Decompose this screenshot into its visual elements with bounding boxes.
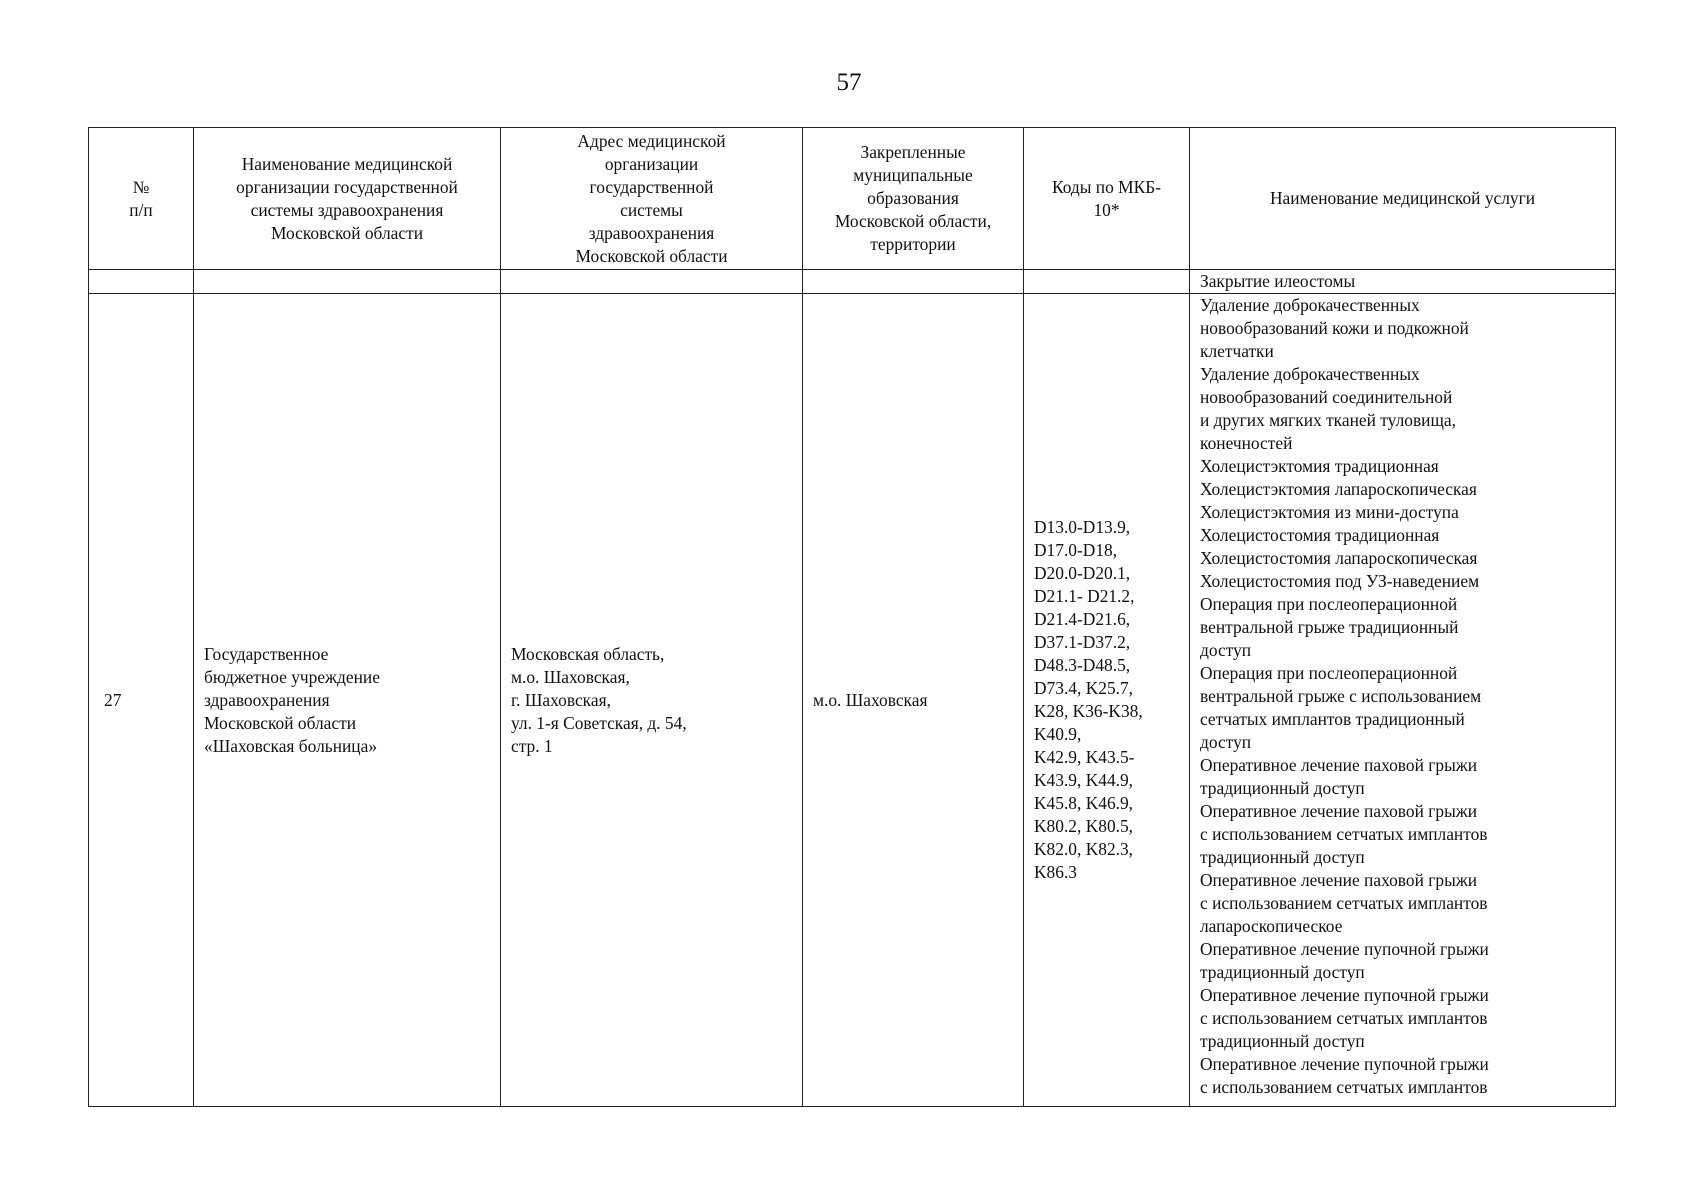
text-line: новообразований соединительной xyxy=(1200,387,1453,407)
text-line: Коды по МКБ- xyxy=(1052,176,1161,197)
text-line: 10* xyxy=(1093,199,1120,220)
text-line: традиционный доступ xyxy=(1200,962,1365,982)
text-line: Московская область, xyxy=(511,643,665,664)
text-line: с использованием сетчатых имплантов xyxy=(1200,1008,1488,1028)
text-line: Холецистостомия лапароскопическая xyxy=(1200,548,1478,568)
table-row xyxy=(89,294,1616,1107)
text-line: системы xyxy=(620,199,683,220)
text-line: вентральной грыже традиционный xyxy=(1200,617,1459,637)
table-header-row xyxy=(89,128,1616,270)
cell-icd-codes xyxy=(1024,294,1190,1107)
text-line: Московской области, xyxy=(834,211,992,231)
header-codes xyxy=(1024,128,1190,270)
text-line: K28, K36-K38, xyxy=(1034,701,1143,721)
header-org-name xyxy=(194,128,501,270)
text-line: Удаление доброкачественных xyxy=(1200,295,1420,315)
text-line: стр. 1 xyxy=(511,735,553,756)
text-line: K40.9, xyxy=(1034,724,1082,744)
text-line: территории xyxy=(870,234,956,254)
text-line: Операция при послеоперационной xyxy=(1200,663,1458,683)
text-line: Государственное xyxy=(204,643,329,664)
text-line: D17.0-D18, xyxy=(1034,540,1118,560)
text-line: здравоохранения xyxy=(204,689,330,710)
header-municipalities xyxy=(803,128,1024,270)
cell-empty xyxy=(194,270,501,294)
text-line: Удаление доброкачественных xyxy=(1200,364,1420,384)
text-line: здравоохранения xyxy=(588,222,715,243)
cell-empty xyxy=(501,270,803,294)
text-line: Оперативное лечение паховой грыжи xyxy=(1200,870,1478,890)
text-line: с использованием сетчатых имплантов xyxy=(1200,824,1488,844)
text-line: D21.1- D21.2, xyxy=(1034,586,1135,606)
text-line: D21.4-D21.6, xyxy=(1034,609,1131,629)
text-line: лапароскопическое xyxy=(1200,916,1343,936)
text-line: конечностей xyxy=(1200,433,1293,453)
cell-empty xyxy=(803,270,1024,294)
text-line: Холецистэктомия традиционная xyxy=(1200,456,1439,476)
text-line: Операция при послеоперационной xyxy=(1200,594,1458,614)
text-line: Оперативное лечение пупочной грыжи xyxy=(1200,939,1489,959)
text-line: Холецистостомия под УЗ-наведением xyxy=(1200,571,1480,591)
text-line: Московской области xyxy=(270,222,423,243)
text-line: традиционный доступ xyxy=(1200,847,1365,867)
text-line: м.о. Шаховская, xyxy=(511,666,630,687)
text-line: клетчатки xyxy=(1200,341,1274,361)
text-line: D20.0-D20.1, xyxy=(1034,563,1131,583)
text-line: сетчатых имплантов традиционный xyxy=(1200,709,1465,729)
text-line: Холецистэктомия из мини-доступа xyxy=(1200,502,1459,522)
text-line: Оперативное лечение пупочной грыжи xyxy=(1200,1054,1489,1074)
text-line: Оперативное лечение паховой грыжи xyxy=(1200,755,1478,775)
header-address xyxy=(501,128,803,270)
text-line: образования xyxy=(867,188,959,208)
text-line: K82.0, K82.3, xyxy=(1034,839,1134,859)
text-line: новообразований кожи и подкожной xyxy=(1200,318,1469,338)
text-line: Московской области xyxy=(575,245,728,266)
text-line: Холецистостомия традиционная xyxy=(1200,525,1440,545)
text-line: K42.9, K43.5- xyxy=(1034,747,1135,767)
text-line: и других мягких тканей туловища, xyxy=(1200,410,1456,430)
text-line: Холецистэктомия лапароскопическая xyxy=(1200,479,1477,499)
text-line: доступ xyxy=(1200,732,1252,752)
text-line: муниципальные xyxy=(853,165,973,185)
cell-address xyxy=(501,294,803,1107)
text-line: п/п xyxy=(129,199,153,220)
text-line: Адрес медицинской xyxy=(577,130,726,151)
text-line: Московской области xyxy=(204,712,357,733)
text-line: K86.3 xyxy=(1034,862,1077,882)
cell-empty xyxy=(89,270,194,294)
text-line: Оперативное лечение паховой грыжи xyxy=(1200,801,1478,821)
text-line: ул. 1-я Советская, д. 54, xyxy=(511,712,687,733)
text-line: традиционный доступ xyxy=(1200,1031,1365,1051)
cell-services xyxy=(1190,294,1616,1107)
text-line: бюджетное учреждение xyxy=(204,666,380,687)
text-line: D73.4, K25.7, xyxy=(1034,678,1134,698)
text-line: доступ xyxy=(1200,640,1252,660)
registry-table xyxy=(88,127,1616,1107)
text-line: организации xyxy=(604,153,699,174)
header-num xyxy=(89,128,194,270)
text-line: традиционный доступ xyxy=(1200,778,1365,798)
table-row xyxy=(89,270,1616,294)
text-line: Оперативное лечение пупочной грыжи xyxy=(1200,985,1489,1005)
cell-empty xyxy=(1024,270,1190,294)
cell-municipality: м.о. Шаховская xyxy=(803,294,1024,1107)
text-line: № xyxy=(132,176,150,197)
text-line: с использованием сетчатых имплантов xyxy=(1200,893,1488,913)
text-line: K80.2, K80.5, xyxy=(1034,816,1134,836)
cell-service-continued: Закрытие илеостомы xyxy=(1190,270,1616,294)
text-line: K43.9, K44.9, xyxy=(1034,770,1134,790)
text-line: Наименование медицинской услуги xyxy=(1269,188,1536,208)
text-line: с использованием сетчатых имплантов xyxy=(1200,1077,1488,1097)
text-line: D48.3-D48.5, xyxy=(1034,655,1131,675)
text-line: Закрепленные xyxy=(860,142,966,162)
cell-org-name xyxy=(194,294,501,1107)
text-line: D37.1-D37.2, xyxy=(1034,632,1131,652)
header-service xyxy=(1190,128,1616,270)
text-line: г. Шаховская, xyxy=(511,689,611,710)
text-line: государственной xyxy=(589,176,714,197)
text-line: организации государственной xyxy=(236,176,458,197)
text-line: вентральной грыже с использованием xyxy=(1200,686,1482,706)
text-line: K45.8, K46.9, xyxy=(1034,793,1134,813)
text-line: Наименование медицинской xyxy=(241,153,453,174)
text-line: D13.0-D13.9, xyxy=(1034,517,1131,537)
page-number: 57 xyxy=(836,69,862,96)
text-line: «Шаховская больница» xyxy=(204,735,378,756)
cell-row-number: 27 xyxy=(89,294,194,1107)
text-line: системы здравоохранения xyxy=(250,199,444,220)
